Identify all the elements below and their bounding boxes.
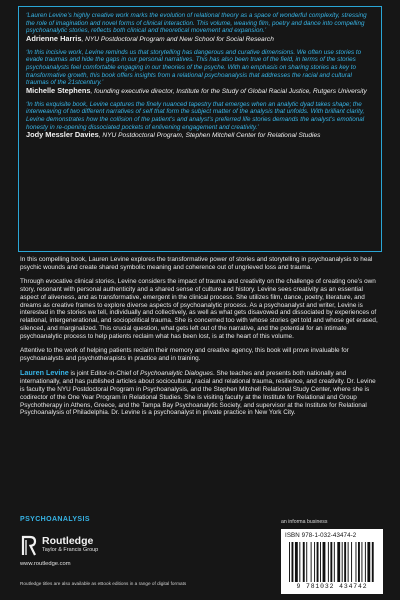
barcode-bar bbox=[299, 542, 300, 582]
barcode-bar bbox=[320, 542, 321, 582]
ebook-footnote: Routledge titles are also available as eBook editions in a range of digital formats bbox=[20, 581, 187, 586]
quote-attribution bbox=[26, 35, 374, 44]
barcode-bar bbox=[295, 542, 298, 582]
journal-title: Psychoanalytic Dialogues bbox=[140, 369, 213, 377]
isbn-number: ISBN 978-1-032-43474-2 bbox=[285, 532, 357, 539]
author-name: Lauren Levine bbox=[20, 367, 69, 377]
quote-author: Michelle Stephens bbox=[26, 85, 91, 95]
quote-attribution bbox=[26, 87, 374, 96]
quote-text: ‘Lauren Levine’s highly creative work marks the evolution of relational theory as a space of wonderful complexity, stressing the role of imagination and novel forms of clinical interaction. This volume, weaving film, poetry and dance into compelling psychoanalytic stories, reflects both clinical and theoretical movement and expansion.’ bbox=[26, 12, 367, 35]
barcode-bar bbox=[361, 542, 362, 582]
barcode-bar bbox=[337, 542, 340, 582]
praise-quote-3 bbox=[26, 101, 374, 140]
barcode-bar bbox=[356, 542, 357, 582]
publisher-name: Routledge bbox=[42, 535, 94, 547]
barcode-bar bbox=[292, 542, 294, 582]
barcode-bar bbox=[358, 542, 360, 582]
quote-author: Jody Messler Davies bbox=[26, 130, 99, 140]
barcode-bar bbox=[351, 542, 352, 582]
barcode-bar bbox=[328, 542, 329, 582]
publisher-url: www.routledge.com bbox=[20, 561, 71, 567]
barcode-bar bbox=[314, 542, 315, 582]
bio-text-before: is joint Editor-in-Chief of bbox=[68, 369, 141, 377]
praise-quote-1 bbox=[26, 12, 374, 44]
informa-business-tag: an informa business bbox=[281, 519, 328, 525]
publisher-block bbox=[20, 534, 160, 574]
quote-text: ‘In this incisive work, Levine reminds us that storytelling has dangerous and curative dimensions. We often use stories to evade traumas and hide the gaps in our personal narratives. This has also been true of the field, in terms of the stories psychoanalysts feel comfortable engaging in our theories of the psyche. With an emphasis on sharing stories as key to transformative growth, this book offers insights from a relational psychoanalysis that addresses the racial and cultural traumas of the 21stcentury.’ bbox=[26, 48, 362, 87]
book-description bbox=[20, 256, 382, 423]
barcode-bar bbox=[372, 542, 374, 582]
routledge-logo-icon bbox=[20, 534, 38, 556]
quote-attribution bbox=[26, 131, 374, 140]
barcode-bar bbox=[348, 542, 349, 582]
barcode-bar bbox=[342, 542, 343, 582]
description-paragraph: Attentive to the work of helping patients reclaim their memory and creative agency, this book will prove invaluable for psychoanalysts and psychotherapists in practice and in training. bbox=[20, 347, 349, 362]
barcode-bar bbox=[311, 542, 312, 582]
quote-affiliation: , founding executive director, Institute for the Study of Global Racial Justice, Rutgers University bbox=[90, 87, 367, 95]
ean-digits: 9 781032 434742 bbox=[296, 583, 368, 590]
barcode-bar bbox=[306, 542, 307, 582]
barcode-bar bbox=[317, 542, 319, 582]
barcode-bar bbox=[367, 542, 370, 582]
description-paragraph: Through evocative clinical stories, Levine considers the impact of trauma and creativity on the challenge of creating one’s own story, resonant with personal authenticity and a shared sense of culture and history. Levine sees creativity as an essential aspect of aliveness, and as transformative, emergent in the clinical process. She utilizes film, dance, poetry, literature, and dreams as creative frames to explore diverse aspects of psychoanalytic process. As a psychoanalyst and writer, Levine is interested in the stories we tell, individually and collectively, as well as what gets disavowed and dissociated by experiences of relational, intergenerational, and sociopolitical trauma. She is concerned too with whose stories get told and whose get erased, silenced, and marginalized. This crucial question, what gets left out of the narrative, and the potential for an intimate psychoanalytic process to help patients reclaim what has been lost, is at the heart of this volume. bbox=[20, 277, 378, 341]
barcode-bar bbox=[323, 542, 326, 582]
barcode-bar bbox=[334, 542, 335, 582]
barcode-bar bbox=[303, 542, 305, 582]
barcode-bar bbox=[365, 542, 366, 582]
bio-text-after: . She teaches and presents both nationally and internationally, and has published articles about sociocultural, racial and relational trauma, resilience, and creativity. Dr. Levine is faculty the NYU Postdoctoral Program in Psychoanalysis, and the Stephen Mitchell Relational Study Center, where she is codirector of the One Year Program in Relational Studies. She is visiting faculty at the Institute for Relational and Group Psychotherapy in Athens, Greece, and the Tampa Bay Psychoanalytic Society, and supervisor at the Institute for Relational Psychoanalysis of Philadelphia. Dr. Levine is a psychoanalyst in private practice in New York City. bbox=[20, 369, 376, 417]
praise-quote-2 bbox=[26, 49, 374, 96]
quote-author: Adrienne Harris bbox=[26, 33, 82, 43]
quote-affiliation: , NYU Postdoctoral Program and New School for Social Research bbox=[81, 35, 274, 43]
barcode-bar bbox=[289, 542, 290, 582]
barcode-bar bbox=[330, 542, 332, 582]
barcode-bars-icon bbox=[289, 542, 375, 582]
praise-quotes-panel bbox=[18, 6, 382, 252]
isbn-barcode bbox=[281, 529, 383, 594]
subject-category: PSYCHOANALYSIS bbox=[20, 516, 90, 523]
publisher-subtitle: Taylor & Francis Group bbox=[42, 547, 99, 553]
quote-text: ‘In this exquisite book, Levine captures the finely nuanced tapestry that emerges when an analytic dyad takes shape; the interweaving of two different narratives of self that form the subject matter of the analysis that unfolds. With brilliant clarity, Levine demonstrates how the collision of the patient’s and analyst’s preferred life stories demands the analyst’s emotional honesty in re-opening dissociated pockets of enlivening engagement and creativity.’ bbox=[26, 100, 365, 131]
description-paragraph: In this compelling book, Lauren Levine explores the transformative power of stories and storytelling in psychoanalysis to heal psychic wounds and create shared symbolic meaning and coherence out of ungrieved loss and trauma. bbox=[20, 256, 373, 271]
quote-affiliation: , NYU Postdoctoral Program, Stephen Mitchell Center for Relational Studies bbox=[98, 132, 321, 140]
barcode-bar bbox=[344, 542, 346, 582]
author-bio bbox=[20, 369, 382, 417]
